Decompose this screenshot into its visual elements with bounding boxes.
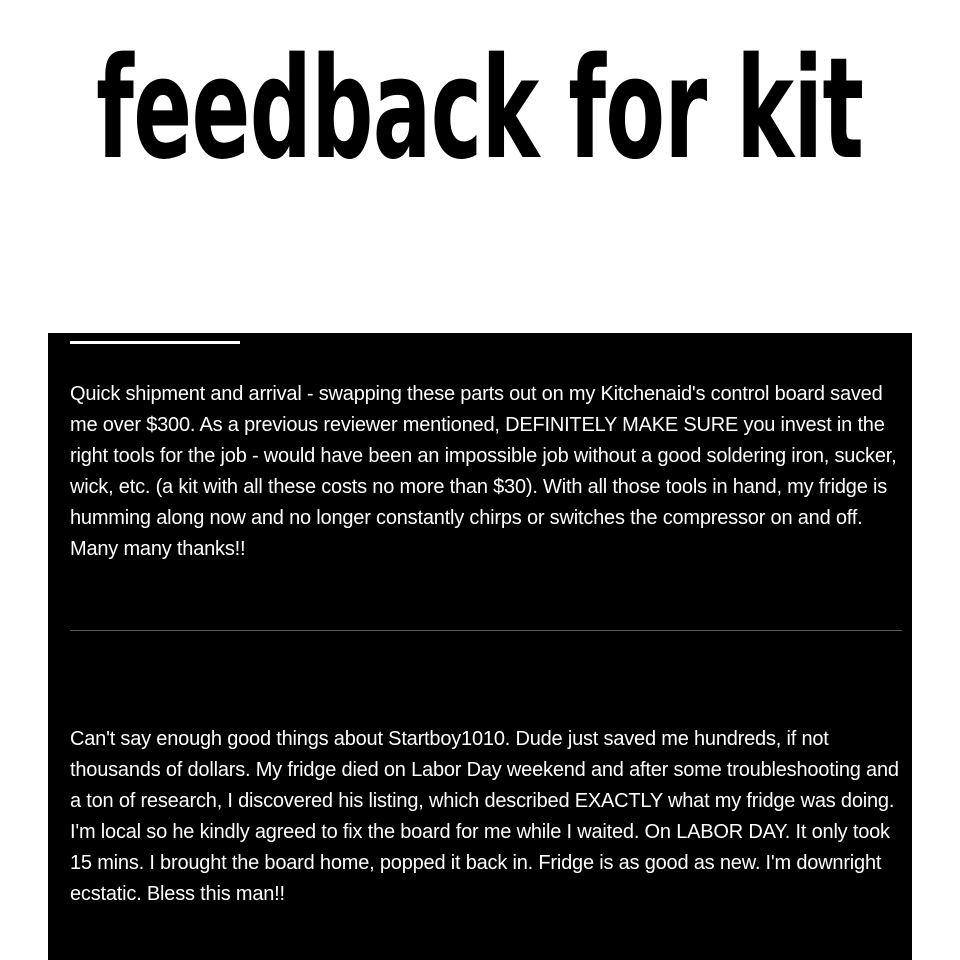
review-text: Quick shipment and arrival - swapping these parts out on my Kitchenaid's control board saved me over $300. As a previous reviewer mentioned, DEFINITELY MAKE SURE you invest in the right tools for the job - would have been an impossible job without a good soldering iron, sucker, wick, etc. (a kit with all these costs no more than $30). With all those tools in hand, my fridge is humming along now and no longer constantly chirps or switches the compressor on and off. Many many thanks!! <box>70 383 897 560</box>
page-title <box>0 22 960 197</box>
review-divider <box>70 630 902 631</box>
page-title-text: feedback for kit <box>96 28 864 191</box>
active-tab-indicator <box>70 341 240 344</box>
reviews-panel <box>48 333 912 960</box>
review-text: Can't say enough good things about Startboy1010. Dude just saved me hundreds, if not thousands of dollars. My fridge died on Labor Day weekend and after some troubleshooting and a ton of research, I discovered his listing, which described EXACTLY what my fridge was doing. I'm local so he kindly agreed to fix the board for me while I waited. On LABOR DAY. It only took 15 mins. I brought the board home, popped it back in. Fridge is as good as new. I'm downright ecstatic. Bless this man!! <box>70 728 899 905</box>
